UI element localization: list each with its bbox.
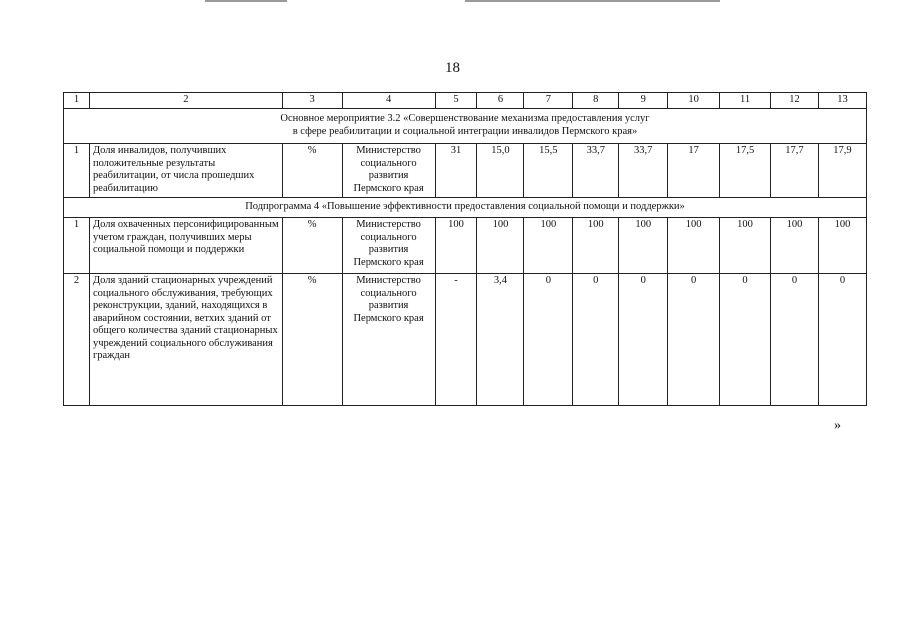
value-cell: 0 (524, 274, 573, 406)
value-cell: 33,7 (619, 144, 668, 198)
value-cell: 100 (524, 218, 573, 274)
unit-cell: % (282, 274, 342, 406)
row-number: 1 (64, 144, 90, 198)
unit-cell: % (282, 218, 342, 274)
row-number: 2 (64, 274, 90, 406)
closing-quote: » (834, 418, 841, 433)
value-cell: 3,4 (477, 274, 524, 406)
header-cell: 5 (435, 93, 477, 109)
header-cell: 10 (668, 93, 720, 109)
section-row (64, 198, 867, 218)
value-cell: 15,5 (524, 144, 573, 198)
header-row (64, 93, 867, 109)
value-cell: 0 (668, 274, 720, 406)
value-cell: 100 (573, 218, 619, 274)
value-cell: 0 (771, 274, 819, 406)
header-cell: 8 (573, 93, 619, 109)
section-title-line: в сфере реабилитации и социальной интеграции инвалидов Пермского края» (292, 125, 638, 137)
value-cell: 100 (818, 218, 866, 274)
unit-cell: % (282, 144, 342, 198)
scan-edge-left (205, 0, 287, 2)
value-cell: 0 (619, 274, 668, 406)
value-cell: 100 (720, 218, 771, 274)
indicator-name: Доля охваченных персонифицированным учетом граждан, получивших меры социальной помощи и поддержки (89, 218, 282, 274)
table-row (64, 144, 867, 198)
value-cell: 33,7 (573, 144, 619, 198)
header-cell: 12 (771, 93, 819, 109)
value-cell: 17,9 (818, 144, 866, 198)
header-cell: 1 (64, 93, 90, 109)
value-cell: 31 (435, 144, 477, 198)
responsible-org: Министерство социального развития Пермского края (342, 218, 435, 274)
section-row (64, 109, 867, 144)
indicators-table (63, 92, 867, 406)
responsible-org: Министерство социального развития Пермского края (342, 274, 435, 406)
section-title-3-2 (64, 109, 867, 144)
value-cell: 15,0 (477, 144, 524, 198)
value-cell: 100 (619, 218, 668, 274)
table-row (64, 274, 867, 406)
header-cell: 6 (477, 93, 524, 109)
value-cell: 0 (573, 274, 619, 406)
table-row (64, 218, 867, 274)
value-cell: 100 (435, 218, 477, 274)
value-cell: 0 (720, 274, 771, 406)
page-number: 18 (445, 60, 460, 76)
header-cell: 11 (720, 93, 771, 109)
section-title-subprogram-4: Подпрограмма 4 «Повышение эффективности предоставления социальной помощи и поддержки» (64, 198, 867, 218)
value-cell: 100 (668, 218, 720, 274)
value-cell: - (435, 274, 477, 406)
header-cell: 7 (524, 93, 573, 109)
header-cell: 4 (342, 93, 435, 109)
value-cell: 17,5 (720, 144, 771, 198)
value-cell: 100 (771, 218, 819, 274)
header-cell: 13 (818, 93, 866, 109)
indicator-name: Доля инвалидов, получивших положительные результаты реабилитации, от числа прошедших реабилитацию (89, 144, 282, 198)
header-cell: 9 (619, 93, 668, 109)
responsible-org: Министерство социального развития Пермского края (342, 144, 435, 198)
section-title-line: Основное мероприятие 3.2 «Совершенствование механизма предоставления услуг (280, 113, 650, 124)
row-number: 1 (64, 218, 90, 274)
value-cell: 100 (477, 218, 524, 274)
value-cell: 0 (818, 274, 866, 406)
value-cell: 17,7 (771, 144, 819, 198)
indicator-name: Доля зданий стационарных учреждений социального обслуживания, требующих реконструкции, зданий, находящихся в аварийном состоянии, ветхих зданий от общего количества зданий стационарных учреждений социального обслуживания граждан (89, 274, 282, 406)
scan-edge-right (465, 0, 720, 2)
header-cell: 3 (282, 93, 342, 109)
header-cell: 2 (89, 93, 282, 109)
value-cell: 17 (668, 144, 720, 198)
